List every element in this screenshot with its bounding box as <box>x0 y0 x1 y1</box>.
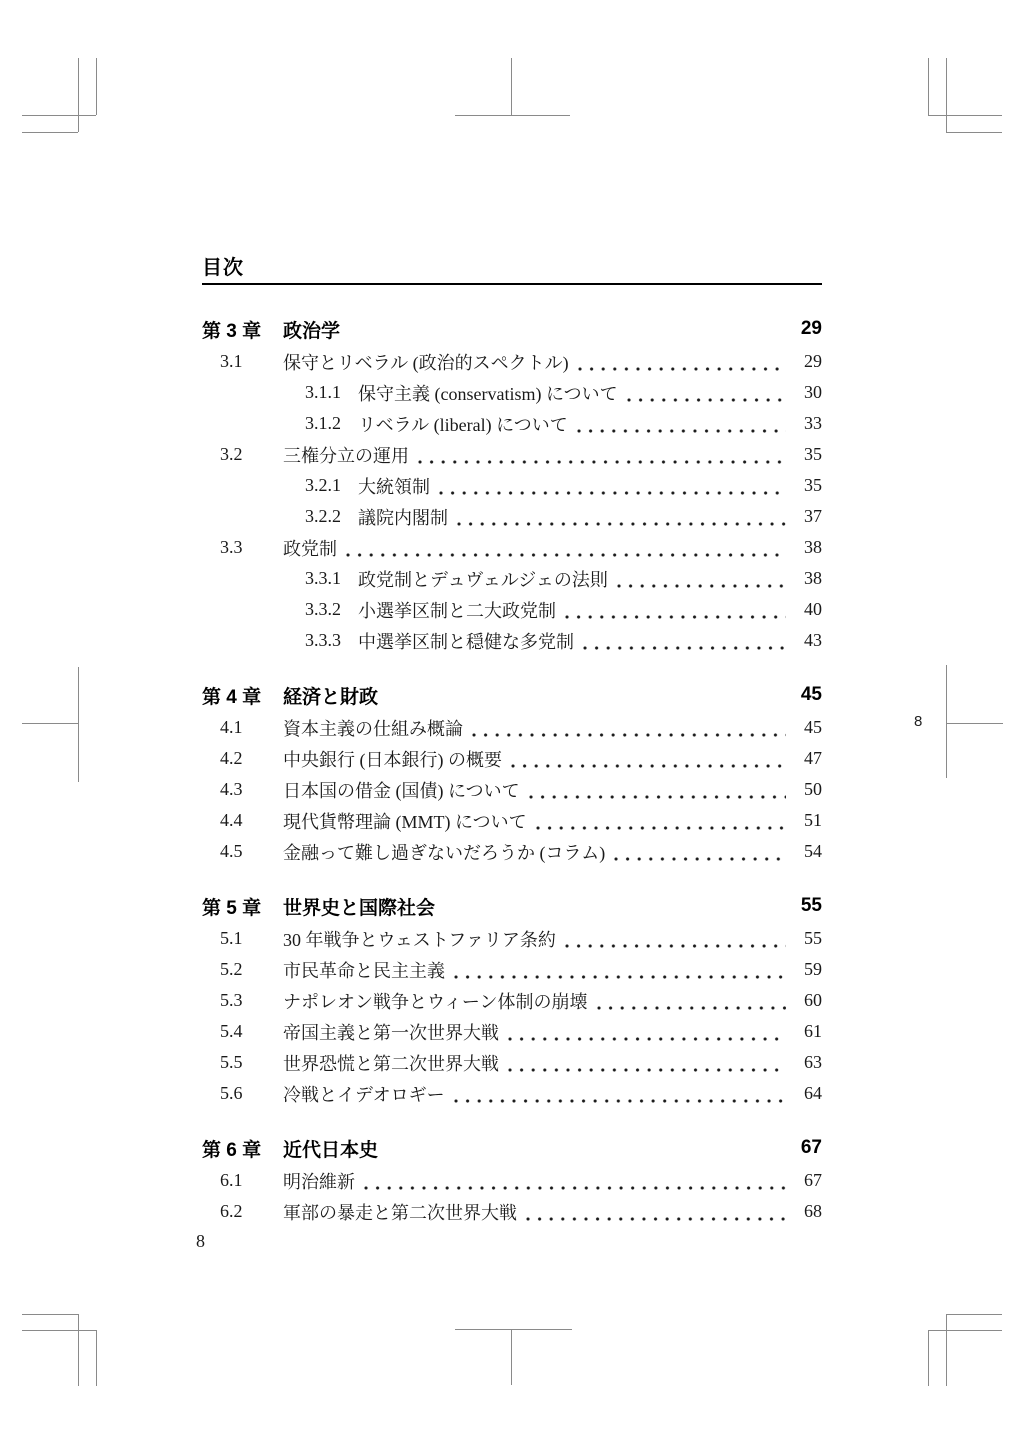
entry-number: 3.2.1 <box>305 475 341 495</box>
entry-page-number: 63 <box>804 1052 822 1072</box>
dot-leader <box>472 733 786 737</box>
register-mark-left-center-v <box>78 667 79 782</box>
dot-leader <box>454 1099 786 1103</box>
entry-number: 5.5 <box>220 1052 243 1072</box>
trim-mark-bottom-right-h-lower <box>928 1330 1002 1331</box>
chapter-page-number: 45 <box>800 684 822 705</box>
dot-leader <box>617 584 786 588</box>
entry-number: 3.3.2 <box>305 599 341 619</box>
toc-entry-row <box>202 743 822 774</box>
toc-entry-row <box>202 923 822 954</box>
entry-title: 軍部の暴走と第二次世界大戦 <box>283 1202 517 1223</box>
dot-leader <box>511 764 786 768</box>
entry-page-number: 35 <box>804 475 822 495</box>
entry-number: 3.1 <box>220 351 243 371</box>
dot-leader <box>614 857 786 861</box>
entry-page-number: 50 <box>804 779 822 799</box>
dot-leader <box>583 646 786 650</box>
trim-mark-top-left-v-inner <box>96 58 97 115</box>
toc-entry-row <box>202 563 822 594</box>
entry-title: 30 年戦争とウェストファリア条約 <box>283 929 556 950</box>
trim-mark-top-left-v-outer <box>78 58 79 132</box>
entry-page-number: 38 <box>804 537 822 557</box>
entry-page-number: 51 <box>804 810 822 830</box>
entry-page-number: 61 <box>804 1021 822 1041</box>
entry-title: 議院内閣制 <box>358 507 448 528</box>
entry-number: 5.1 <box>220 928 243 948</box>
register-mark-bottom-center-h <box>455 1329 572 1330</box>
toc-chapter-row <box>202 1131 822 1165</box>
entry-title: 明治維新 <box>283 1171 355 1192</box>
chapter-label: 第 4 章 <box>202 686 262 708</box>
entry-page-number: 47 <box>804 748 822 768</box>
trim-mark-bottom-left-h-upper <box>22 1314 78 1315</box>
toc-entry-row <box>202 408 822 439</box>
toc-entry-row <box>202 1196 822 1227</box>
entry-number: 4.1 <box>220 717 243 737</box>
dot-leader <box>439 491 786 495</box>
toc-entry-row <box>202 712 822 743</box>
header-rule <box>202 283 822 285</box>
register-mark-left-center-h <box>22 723 78 724</box>
chapter-page-number: 29 <box>800 318 822 339</box>
entry-number: 4.3 <box>220 779 243 799</box>
trim-mark-bottom-left-v-outer <box>78 1314 79 1386</box>
chapter-label: 第 5 章 <box>202 897 262 919</box>
entry-page-number: 54 <box>804 841 822 861</box>
entry-number: 4.5 <box>220 841 243 861</box>
chapter-label: 第 3 章 <box>202 320 262 342</box>
dot-leader <box>346 553 786 557</box>
entry-page-number: 29 <box>804 351 822 371</box>
entry-title: リベラル (liberal) について <box>358 414 568 435</box>
dot-leader <box>578 367 786 371</box>
entry-page-number: 67 <box>804 1170 822 1190</box>
toc-entry-row <box>202 1016 822 1047</box>
entry-page-number: 60 <box>804 990 822 1010</box>
trim-mark-top-right-v-inner <box>928 58 929 115</box>
dot-leader <box>577 429 786 433</box>
chapter-title: 世界史と国際社会 <box>283 897 436 919</box>
trim-mark-bottom-right-h-upper <box>946 1314 1002 1315</box>
toc-list <box>202 312 822 1227</box>
dot-leader <box>454 975 786 979</box>
entry-title: 三権分立の運用 <box>283 445 409 466</box>
dot-leader <box>627 398 786 402</box>
register-mark-top-center-h <box>455 115 570 116</box>
chapter-page-number: 67 <box>800 1137 822 1158</box>
page-title: 目次 <box>202 257 244 279</box>
register-mark-right-center-h <box>946 723 1003 724</box>
chapter-label: 第 6 章 <box>202 1139 262 1161</box>
trim-mark-bottom-right-v-outer <box>946 1314 947 1386</box>
dot-leader <box>508 1068 786 1072</box>
entry-number: 6.2 <box>220 1201 243 1221</box>
trim-mark-top-left-h-lower <box>22 132 78 133</box>
chapter-title: 政治学 <box>283 320 341 342</box>
entry-page-number: 38 <box>804 568 822 588</box>
entry-page-number: 40 <box>804 599 822 619</box>
register-mark-bottom-center-v <box>511 1329 512 1385</box>
toc-entry-row <box>202 594 822 625</box>
toc-entry-row <box>202 377 822 408</box>
entry-title: 世界恐慌と第二次世界大戦 <box>283 1053 499 1074</box>
entry-number: 3.3.3 <box>305 630 341 650</box>
entry-number: 3.3 <box>220 537 243 557</box>
footer-page-number: 8 <box>196 1231 205 1251</box>
entry-page-number: 43 <box>804 630 822 650</box>
toc-chapter-row <box>202 889 822 923</box>
entry-page-number: 37 <box>804 506 822 526</box>
entry-title: ナポレオン戦争とウィーン体制の崩壊 <box>283 991 588 1012</box>
entry-title: 保守とリベラル (政治的スペクトル) <box>283 352 569 373</box>
chapter-title: 近代日本史 <box>283 1139 379 1161</box>
dot-leader <box>526 1217 786 1221</box>
entry-title: 日本国の借金 (国債) について <box>283 780 520 801</box>
entry-number: 3.2.2 <box>305 506 341 526</box>
toc-entry-row <box>202 1047 822 1078</box>
entry-number: 6.1 <box>220 1170 243 1190</box>
trim-mark-top-right-v-outer <box>946 58 947 132</box>
toc-entry-row <box>202 532 822 563</box>
entry-page-number: 30 <box>804 382 822 402</box>
toc-entry-row <box>202 470 822 501</box>
entry-title: 冷戦とイデオロギー <box>283 1084 445 1105</box>
entry-number: 4.4 <box>220 810 243 830</box>
toc-entry-row <box>202 1078 822 1109</box>
entry-number: 4.2 <box>220 748 243 768</box>
dot-leader <box>597 1006 786 1010</box>
entry-title: 資本主義の仕組み概論 <box>283 718 463 739</box>
entry-title: 中央銀行 (日本銀行) の概要 <box>283 749 502 770</box>
entry-title: 大統領制 <box>358 476 430 497</box>
entry-title: 小選挙区制と二大政党制 <box>358 600 556 621</box>
entry-page-number: 68 <box>804 1201 822 1221</box>
toc-entry-row <box>202 501 822 532</box>
entry-title: 中選挙区制と穏健な多党制 <box>358 631 574 652</box>
entry-number: 3.2 <box>220 444 243 464</box>
entry-page-number: 45 <box>804 717 822 737</box>
toc-entry-row <box>202 1165 822 1196</box>
register-mark-right-center-v <box>946 665 947 778</box>
trim-mark-top-right-h-lower <box>946 132 1002 133</box>
entry-number: 5.6 <box>220 1083 243 1103</box>
dot-leader <box>457 522 786 526</box>
entry-number: 3.1.1 <box>305 382 341 402</box>
entry-title: 現代貨幣理論 (MMT) について <box>283 811 527 832</box>
entry-number: 3.1.2 <box>305 413 341 433</box>
entry-number: 5.2 <box>220 959 243 979</box>
toc-entry-row <box>202 346 822 377</box>
entry-title: 金融って難し過ぎないだろうか (コラム) <box>283 842 606 863</box>
dot-leader <box>418 460 786 464</box>
dot-leader <box>565 615 786 619</box>
entry-page-number: 33 <box>804 413 822 433</box>
toc-entry-row <box>202 985 822 1016</box>
entry-page-number: 59 <box>804 959 822 979</box>
entry-title: 保守主義 (conservatism) について <box>358 383 618 404</box>
entry-title: 政党制 <box>283 538 337 559</box>
entry-number: 3.3.1 <box>305 568 341 588</box>
toc-entry-row <box>202 439 822 470</box>
trim-mark-top-right-h-upper <box>928 115 1002 116</box>
toc-entry-row <box>202 625 822 656</box>
dot-leader <box>364 1186 786 1190</box>
dot-leader <box>565 944 786 948</box>
entry-title: 市民革命と民主主義 <box>283 960 445 981</box>
entry-page-number: 35 <box>804 444 822 464</box>
trim-mark-bottom-right-v-inner <box>928 1330 929 1386</box>
dot-leader <box>508 1037 786 1041</box>
trim-mark-bottom-left-h-lower <box>22 1330 96 1331</box>
chapter-page-number: 55 <box>800 895 822 916</box>
toc-entry-row <box>202 954 822 985</box>
dot-leader <box>536 826 786 830</box>
dot-leader <box>529 795 786 799</box>
toc-chapter-row <box>202 678 822 712</box>
entry-number: 5.3 <box>220 990 243 1010</box>
margin-signature-number: 8 <box>914 713 923 730</box>
register-mark-top-center-v <box>511 58 512 116</box>
toc-chapter-row <box>202 312 822 346</box>
toc-entry-row <box>202 774 822 805</box>
chapter-title: 経済と財政 <box>283 686 379 708</box>
entry-page-number: 64 <box>804 1083 822 1103</box>
toc-entry-row <box>202 836 822 867</box>
trim-mark-bottom-left-v-inner <box>96 1330 97 1386</box>
entry-title: 政党制とデュヴェルジェの法則 <box>358 569 608 590</box>
toc-entry-row <box>202 805 822 836</box>
entry-title: 帝国主義と第一次世界大戦 <box>283 1022 499 1043</box>
entry-page-number: 55 <box>804 928 822 948</box>
trim-mark-top-left-h-upper <box>22 115 96 116</box>
entry-number: 5.4 <box>220 1021 243 1041</box>
